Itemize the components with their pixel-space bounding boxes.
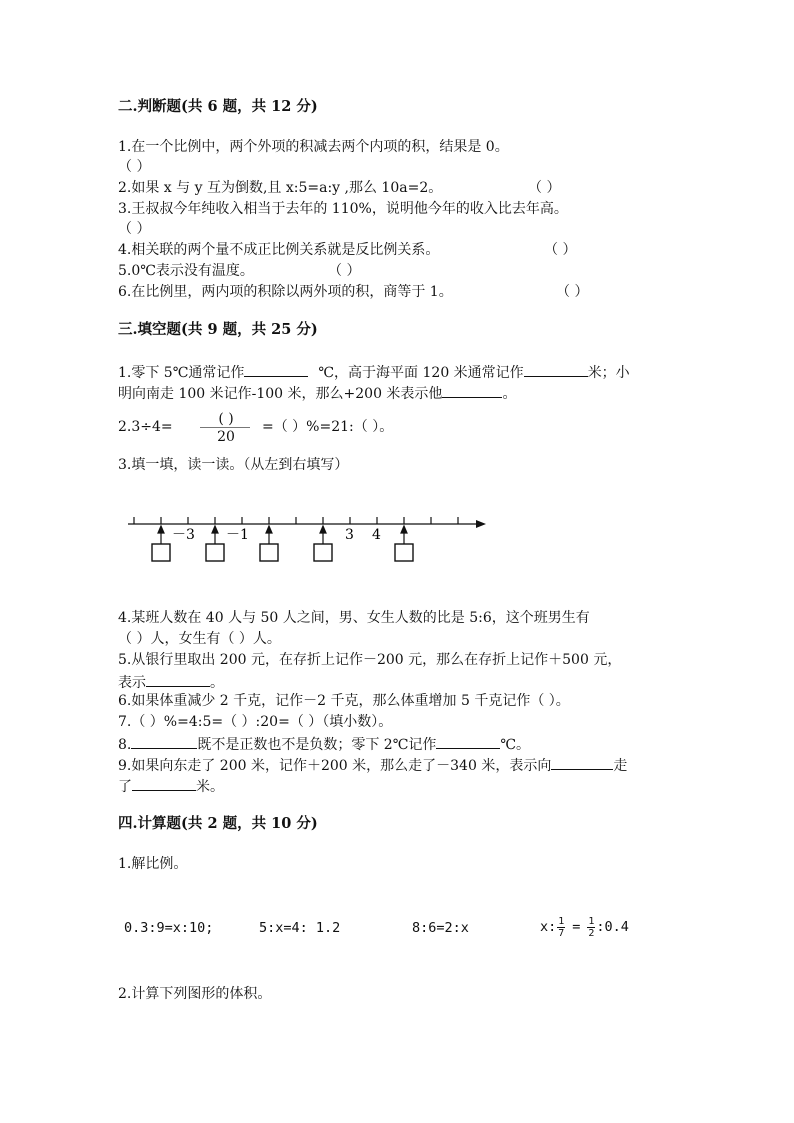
calc-item-2: 2.计算下列图形的体积。 (118, 986, 272, 1002)
fill-item-9-line-2: 了 米。 (118, 776, 224, 796)
fraction-denominator: 20 (217, 429, 235, 445)
blank[interactable] (524, 362, 588, 377)
equation-2: 5:x=4: 1.2 (259, 920, 341, 936)
fill-item-2-prefix: 2.3÷4= (118, 419, 173, 435)
fill-item-8: 8. 既不是正数也不是负数；零下 2℃记作 ℃。 (118, 734, 530, 754)
fill-item-4-line-1: 4.某班人数在 40 人与 50 人之间，男、女生人数的比是 5:6，这个班男生有 (118, 610, 590, 626)
section-heading-calculation: 四.计算题(共 2 题，共 10 分) (118, 815, 318, 832)
answer-bracket[interactable]: （ ） (328, 263, 361, 279)
blank[interactable] (442, 383, 502, 398)
blank[interactable] (146, 672, 210, 687)
blank[interactable] (551, 755, 613, 770)
answer-bracket[interactable]: （ ） (118, 159, 151, 175)
fill-item-4-line-2: （ ）人，女生有（ ）人。 (118, 631, 281, 647)
equation-3: 8:6=2:x (412, 920, 469, 936)
answer-box[interactable] (206, 544, 224, 561)
fill-item-1-line-1: 1.零下 5℃通常记作 ℃，高于海平面 120 米通常记作 米；小 (118, 362, 630, 382)
fraction: 1 2 (588, 915, 595, 939)
arrow-right-icon (476, 520, 486, 528)
fraction: 1 7 (558, 915, 565, 939)
section-heading-judgment: 二.判断题(共 6 题，共 12 分) (118, 98, 318, 115)
fill-item-5-line-1: 5.从银行里取出 200 元，在存折上记作－200 元，那么在存折上记作＋500 元， (118, 652, 622, 668)
fill-item-2-suffix: =（ ）%=21:（ ）。 (262, 419, 394, 435)
section-heading-fill-in: 三.填空题(共 9 题，共 25 分) (118, 321, 318, 338)
fill-item-3: 3.填一填，读一读。（从左到右填写） (118, 457, 349, 473)
judgment-item-2: 2.如果 x 与 y 互为倒数,且 x:5=a:y ,那么 10a=2。 (118, 180, 443, 196)
answer-box[interactable] (260, 544, 278, 561)
blank[interactable] (436, 734, 500, 749)
fraction-numerator[interactable]: ( ) (218, 411, 234, 427)
answer-bracket[interactable]: （ ） (544, 242, 577, 258)
answer-bracket[interactable]: （ ） (556, 284, 589, 300)
fill-item-1-line-2: 明向南走 100 米记作-100 米，那么+200 米表示他 。 (118, 383, 516, 403)
judgment-item-4: 4.相关联的两个量不成正比例关系就是反比例关系。 (118, 242, 440, 258)
blank[interactable] (244, 362, 308, 377)
tick-label: 3 (345, 527, 354, 543)
judgment-item-3: 3.王叔叔今年纯收入相当于去年的 110%，说明他今年的收入比去年高。 (118, 201, 568, 217)
answer-bracket[interactable]: （ ） (118, 221, 151, 237)
number-line (118, 508, 498, 568)
fill-item-9-line-1: 9.如果向东走了 200 米，记作＋200 米，那么走了－340 米，表示向 走 (118, 755, 627, 775)
judgment-item-1: 1.在一个比例中，两个外项的积减去两个内项的积，结果是 0。 (118, 139, 509, 155)
answer-box[interactable] (152, 544, 170, 561)
answer-box[interactable] (314, 544, 332, 561)
judgment-item-5: 5.0℃表示没有温度。 (118, 263, 254, 279)
blank[interactable] (132, 776, 196, 791)
tick-label: －3 (172, 527, 195, 543)
equation-4: x: 1 7 = 1 2 :0.4 (540, 915, 629, 939)
tick-label: －1 (226, 527, 249, 543)
fill-item-7: 7.（ ）%=4:5=（ ）:20=（ ）（填小数）。 (118, 714, 393, 730)
judgment-item-6: 6.在比例里，两内项的积除以两外项的积，商等于 1。 (118, 284, 453, 300)
blank[interactable] (131, 734, 197, 749)
fill-item-5-line-2: 表示 。 (118, 672, 224, 692)
fill-item-6: 6.如果体重减少 2 千克，记作－2 千克，那么体重增加 5 千克记作（ ）。 (118, 693, 570, 709)
answer-bracket[interactable]: （ ） (528, 180, 561, 196)
equation-1: 0.3:9=x:10; (124, 920, 214, 936)
answer-box[interactable] (395, 544, 413, 561)
tick-label: 4 (372, 527, 381, 543)
tick-marks (134, 517, 458, 524)
calc-item-1: 1.解比例。 (118, 856, 188, 872)
